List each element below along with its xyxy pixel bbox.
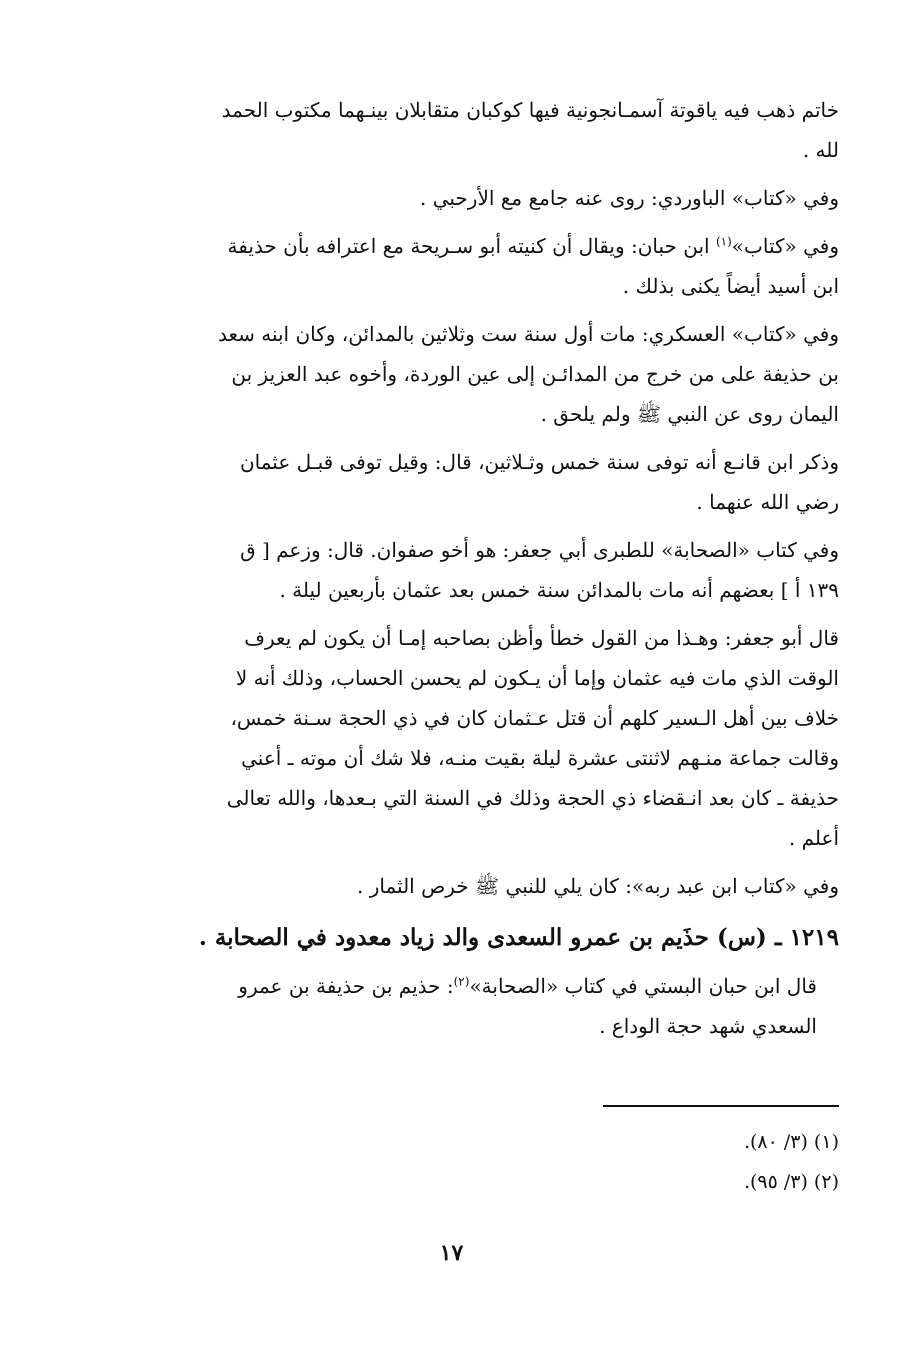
footnote-ref: (٢) — [453, 974, 470, 989]
main-text — [133, 86, 839, 1050]
entry-heading: ١٢١٩ ـ (س) حذَيم بن عمرو السعدى والد زياد معدود في الصحابة . — [198, 924, 839, 951]
paragraph-tabari — [133, 526, 839, 614]
text-line: أعلم . — [788, 826, 839, 850]
paragraph-abu-jafar — [133, 614, 839, 862]
text-fragment: وفي «كتاب» — [731, 234, 839, 258]
footnote-item: (١) (٣/ ٨٠). — [743, 1131, 839, 1153]
text-line: بن حذيفة على من خرج من المدائـن إلى عين الوردة، وأخوه عبد العزيز بن — [231, 362, 839, 386]
text-line: لله . — [802, 138, 839, 162]
text-line: وفي «كتاب ابن عبد ربه»: كان يلي للنبي ﷺ خرص الثمار . — [357, 874, 839, 898]
text-line: اليمان روى عن النبي ﷺ ولم يلحق . — [540, 402, 839, 426]
paragraph-entry-body — [133, 962, 839, 1050]
text-line: وفي «كتاب» العسكري: مات أول سنة ست وثلاثين بالمدائن، وكان ابنه سعد — [217, 322, 839, 346]
footnotes — [560, 1122, 839, 1202]
text-line: قال أبو جعفر: وهـذا من القول خطأ وأظن بصاحبه إمـا أن يكون لم يعرف — [244, 626, 839, 650]
text-line: وذكر ابن قانـع أنه توفى سنة خمس وثـلاثين، قال: وقيل توفى قبـل عثمان — [239, 450, 839, 474]
paragraph-askari — [133, 310, 839, 438]
footnote-ref: (١) — [715, 234, 732, 249]
text-fragment: قال ابن حبان البستي في كتاب «الصحابة» — [469, 974, 817, 998]
paragraph-ibn-abd-rabbih — [133, 862, 839, 910]
text-line: الوقت الذي مات فيه عثمان وإما أن يـكون لم يحسن الحساب، وذلك أنه لا — [235, 666, 839, 690]
text-line — [133, 226, 839, 266]
text-line: وفي كتاب «الصحابة» للطبرى أبي جعفر: هو أخو صفوان. قال: وزعم [ ق — [240, 538, 839, 562]
text-line: السعدي شهد حجة الوداع . — [599, 1014, 817, 1038]
text-line: وقالت جماعة منـهم لاثنتى عشرة ليلة بقيت منـه، فلا شك أن موته ـ أعني — [241, 746, 839, 770]
paragraph-bawardi — [133, 174, 839, 222]
paragraph-ring — [133, 86, 839, 174]
text-fragment: : حذيم بن حذيفة بن عمرو — [238, 974, 454, 998]
text-line: وفي «كتاب» الباوردي: روى عنه جامع مع الأرحبي . — [420, 186, 839, 210]
text-line: رضي الله عنهما . — [696, 490, 839, 514]
text-line: خاتم ذهب فيه ياقوتة آسمـانجونية فيها كوكبان متقابلان بينـهما مكتوب الحمد — [221, 98, 839, 122]
text-line: حذيفة ـ كان بعد انـقضاء ذي الحجة وذلك في السنة التي بـعدها، والله تعالى — [226, 786, 839, 810]
text-fragment: ابن حبان: ويقال أن كنيته أبو سـريحة مع اعترافه بأن حذيفة — [227, 234, 716, 258]
page-number: ١٧ — [439, 1240, 464, 1266]
paragraph-ibn-hibban — [133, 222, 839, 310]
footnote-divider — [603, 1105, 839, 1107]
text-line: خلاف بين أهل الـسير كلهم أن قتل عـثمان كان في ذي الحجة سـنة خمس، — [230, 706, 839, 730]
text-line — [133, 966, 817, 1006]
text-line: ١٣٩ أ ] بعضهم أنه مات بالمدائن سنة خمس بعد عثمان بأربعين ليلة . — [279, 578, 839, 602]
text-line: ابن أسيد أيضاً يكنى بذلك . — [622, 274, 839, 298]
footnote-item: (٢) (٣/ ٩٥). — [743, 1171, 839, 1193]
paragraph-ibn-qani — [133, 438, 839, 526]
